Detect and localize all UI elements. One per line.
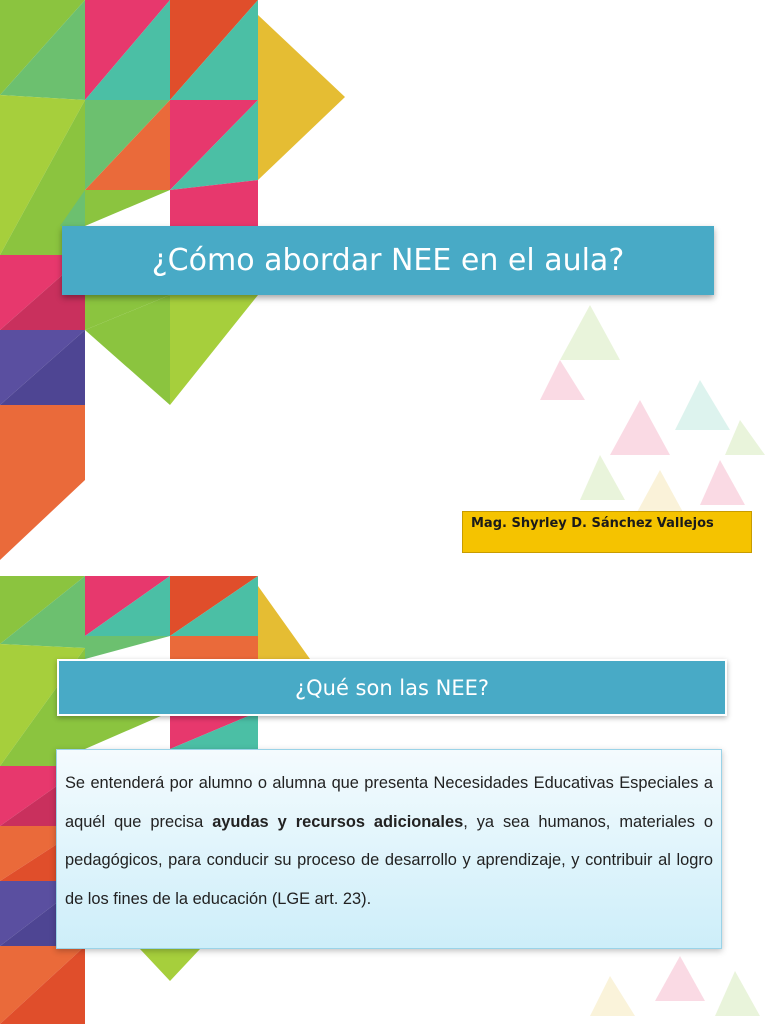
definition-text-continued: , ya sea humanos, materiales o pedagógicos, para conducir su proceso de desarrollo y aprendizaje, y contribuir al logro de los fines de la educación (LGE art. 23). [65,812,714,908]
slide-1-title: ¿Cómo abordar NEE en el aula? [62,226,714,295]
author-name: Mag. Shyrley D. Sánchez Vallejos [462,511,752,553]
definition-text-box [56,749,722,949]
slide-2 [0,576,768,1024]
definition-emphasis: ayudas y recursos adicionales [212,812,464,831]
slide-2-title: ¿Qué son las NEE? [57,659,727,716]
definition-text: Se entenderá por alumno o alumna que presenta Necesidades Educativas Especiales a aquél que precisa [65,774,713,831]
